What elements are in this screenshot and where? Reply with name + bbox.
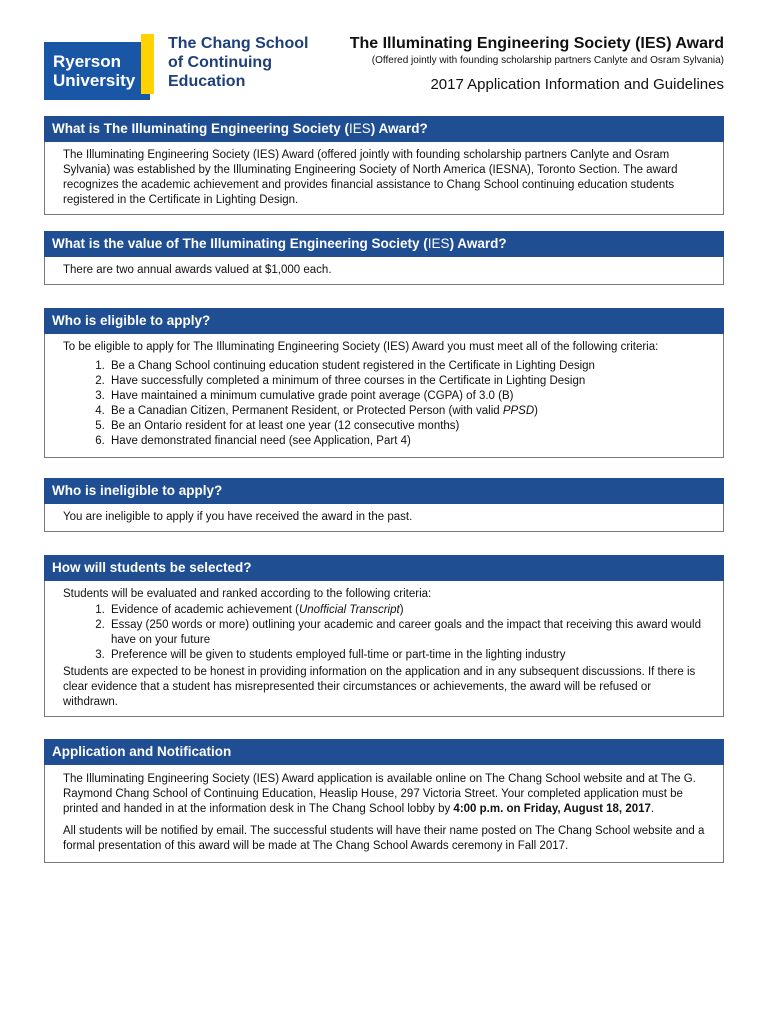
item-text: Be a Canadian Citizen, Permanent Resident, or Protected Person (with valid xyxy=(111,405,503,417)
list-item: 5. Be an Ontario resident for at least one year (12 consecutive months) xyxy=(108,419,707,434)
criteria-list xyxy=(63,359,707,449)
chang-line-1: The Chang School xyxy=(168,35,309,52)
section-award-value xyxy=(44,231,724,285)
paragraph: You are ineligible to apply if you have received the award in the past. xyxy=(63,511,413,523)
section-heading xyxy=(44,116,724,142)
section-application xyxy=(44,739,724,863)
list-item: 2. Essay (250 words or more) outlining your academic and career goals and the impact that receiving this award would have on your future xyxy=(108,618,707,648)
paragraph: To be eligible to apply for The Illuminating Engineering Society (IES) Award you must meet all of the following criteria: xyxy=(63,341,659,353)
item-text: ) xyxy=(534,405,539,417)
list-item: 3. Have maintained a minimum cumulative grade point average (CGPA) of 3.0 (B) xyxy=(108,389,707,404)
section-heading xyxy=(44,231,724,257)
section-heading: Application and Notification xyxy=(44,739,724,765)
logo-line-2: University xyxy=(53,71,136,90)
list-item: 2. Have successfully completed a minimum of three courses in the Certificate in Lighting Design xyxy=(108,374,707,389)
heading-part: What is The Illuminating Engineering Society ( xyxy=(52,121,350,136)
list-item xyxy=(108,404,707,419)
section-what-is-award xyxy=(44,116,724,215)
paragraph: The Illuminating Engineering Society (IES) Award (offered jointly with founding scholarship partners Canlyte and Osram Sylvania) was established by the Illuminating Engineering Society of North America (IESNA), Toronto Section. The award recognizes the academic achievement and provides financial assistance to Chang School continuing education students registered in the Certificate in Lighting Design. xyxy=(63,149,678,206)
section-body xyxy=(45,257,723,284)
paragraph xyxy=(63,772,707,817)
section-body xyxy=(45,142,723,214)
section-ineligibility xyxy=(44,478,724,532)
list-item: 3. Preference will be given to students employed full-time or part-time in the lighting industry xyxy=(108,648,707,663)
section-selection xyxy=(44,555,724,717)
heading-part: IES xyxy=(427,236,450,251)
section-body xyxy=(45,504,723,531)
chang-school-wordmark xyxy=(168,34,308,91)
list-item: 6. Have demonstrated financial need (see Application, Part 4) xyxy=(108,434,707,449)
paragraph: Students will be evaluated and ranked according to the following criteria: xyxy=(63,588,432,600)
guidelines-title: 2017 Application Information and Guidelines xyxy=(430,76,724,93)
section-heading: Who is eligible to apply? xyxy=(44,308,724,334)
ryerson-logo xyxy=(44,42,150,100)
document-subtitle: (Offered jointly with founding scholarship partners Canlyte and Osram Sylvania) xyxy=(371,55,724,66)
chang-line-2: of Continuing xyxy=(168,54,272,71)
section-heading: Who is ineligible to apply? xyxy=(44,478,724,504)
item-text: ) xyxy=(399,604,404,616)
text: The Illuminating Engineering Society (IES) Award application is available online on The Chang School website and at The G. Raymond Chang School of Continuing Education, Heaslip House, 297 Victoria Street. Your completed application must be printed and handed in at the information desk in The Chang School lobby by xyxy=(63,773,696,815)
list-item: 1. Be a Chang School continuing education student registered in the Certificate in Lighting Design xyxy=(108,359,707,374)
paragraph: All students will be notified by email. The successful students will have their name posted on The Chang School website and a formal presentation of this award will be made at The Chang School Awards ceremony in Fall 2017. xyxy=(63,825,705,852)
heading-part: What is the value of The Illuminating Engineering Society ( xyxy=(52,236,428,251)
chang-line-3: Education xyxy=(168,73,246,90)
text: . xyxy=(650,803,655,815)
section-eligibility xyxy=(44,308,724,458)
heading-part: IES xyxy=(349,121,371,136)
item-text: Evidence of academic achievement ( xyxy=(111,604,299,616)
section-body xyxy=(45,581,723,716)
section-body xyxy=(45,334,723,457)
page-header xyxy=(44,32,724,94)
criteria-list xyxy=(63,603,707,663)
logo-accent-bar xyxy=(141,34,154,94)
heading-part: ) Award? xyxy=(449,236,507,251)
deadline-text: 4:00 p.m. on Friday, August 18, 2017 xyxy=(453,803,651,815)
document-titles xyxy=(350,34,724,96)
list-item xyxy=(108,603,707,618)
heading-part: ) Award? xyxy=(370,121,428,136)
section-body xyxy=(45,765,723,862)
logo-line-1: Ryerson xyxy=(53,52,122,71)
document-title: The Illuminating Engineering Society (IES) Award xyxy=(349,35,724,52)
item-text-italic: PPSD xyxy=(502,405,535,417)
paragraph: There are two annual awards valued at $1,000 each. xyxy=(63,264,332,276)
item-text-italic: Unofficial Transcript xyxy=(298,604,400,616)
section-heading: How will students be selected? xyxy=(44,555,724,581)
paragraph: Students are expected to be honest in providing information on the application and in any subsequent discussions. If there is clear evidence that a student has misrepresented their circumstances or achievements, the award will be refused or withdrawn. xyxy=(63,666,696,708)
